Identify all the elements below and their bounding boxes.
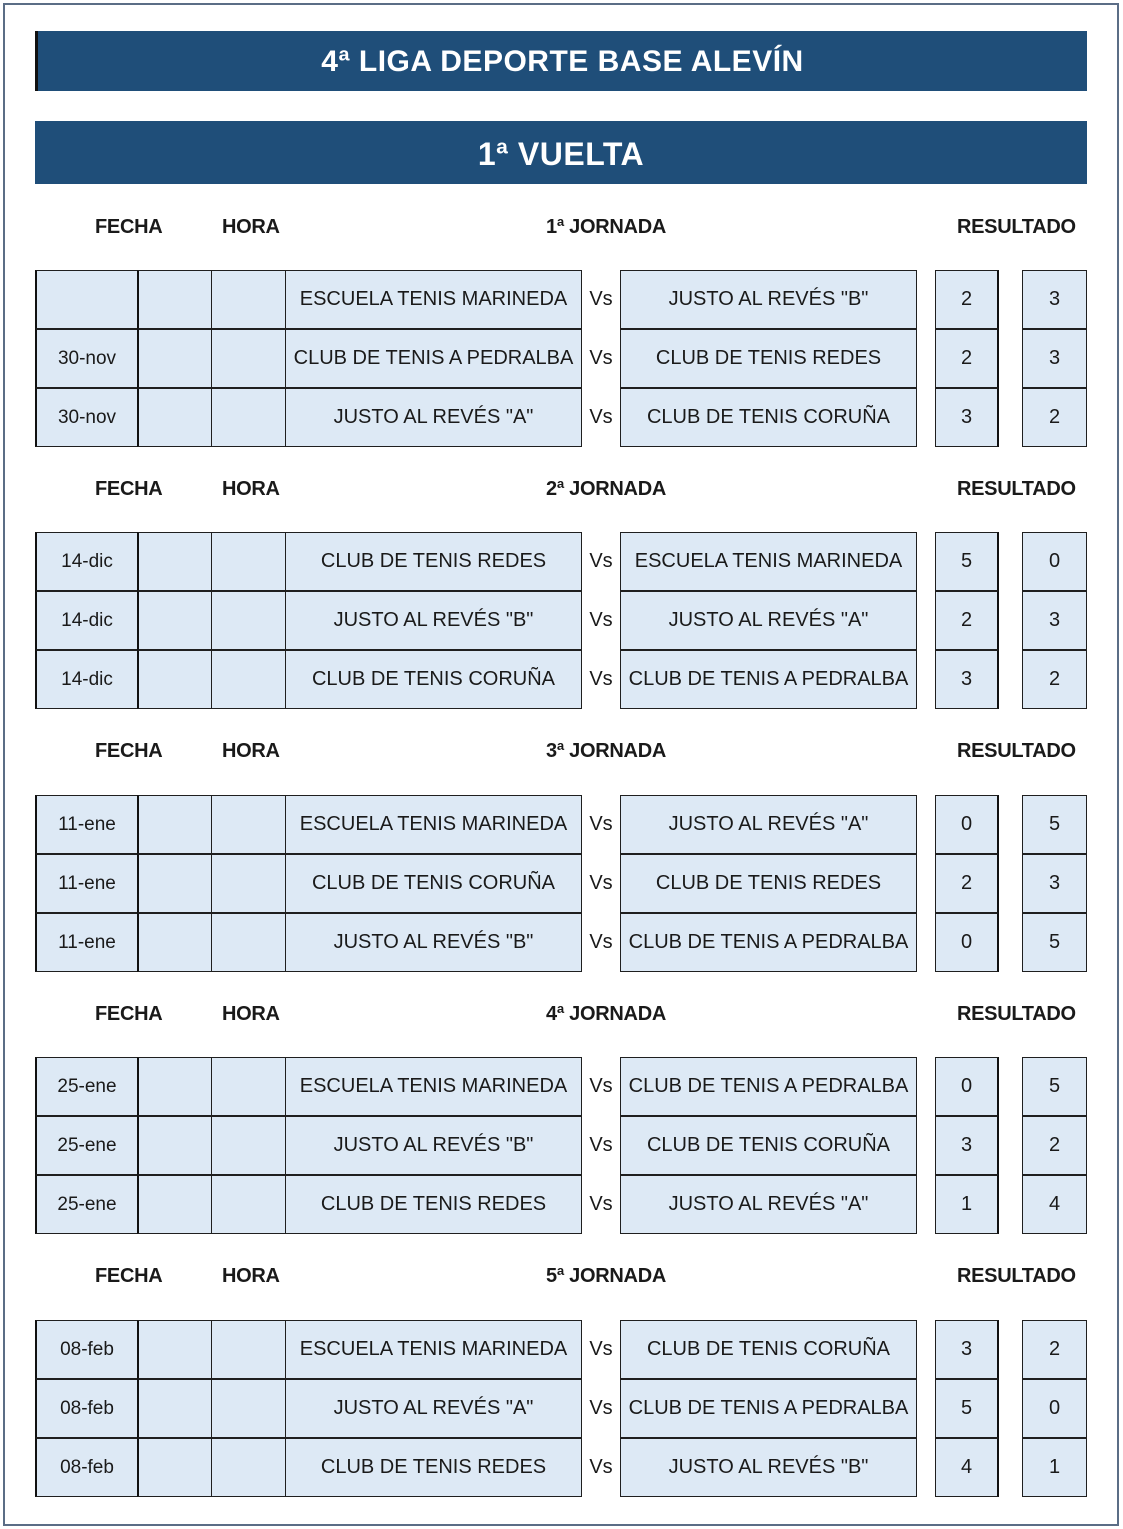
match-date: 08-feb <box>35 1320 138 1379</box>
match-time <box>137 1175 212 1234</box>
match-time-extra <box>211 1175 286 1234</box>
resultado-header: RESULTADO <box>957 478 1076 500</box>
match-date: 08-feb <box>35 1379 138 1438</box>
home-score: 0 <box>935 913 999 972</box>
home-team: ESCUELA TENIS MARINEDA <box>285 1057 582 1116</box>
match-time <box>137 1379 212 1438</box>
vs-label: Vs <box>589 347 613 369</box>
home-team: CLUB DE TENIS A PEDRALBA <box>285 329 582 388</box>
match-time <box>137 591 212 650</box>
match-time-extra <box>211 650 286 709</box>
away-team: CLUB DE TENIS A PEDRALBA <box>620 650 917 709</box>
vs-label: Vs <box>589 406 613 428</box>
match-row <box>35 913 1087 972</box>
vs-label: Vs <box>589 1456 613 1478</box>
match-time <box>137 795 212 854</box>
away-team: CLUB DE TENIS REDES <box>620 854 917 913</box>
jornada-label: 5ª JORNADA <box>546 1265 666 1287</box>
match-date: 11-ene <box>35 854 138 913</box>
match-time <box>137 913 212 972</box>
match-date: 14-dic <box>35 650 138 709</box>
match-time <box>137 532 212 591</box>
match-date: 30-nov <box>35 388 138 447</box>
away-team: ESCUELA TENIS MARINEDA <box>620 532 917 591</box>
home-team: JUSTO AL REVÉS "B" <box>285 1116 582 1175</box>
away-score: 5 <box>1022 795 1087 854</box>
match-row <box>35 1320 1087 1379</box>
match-date: 30-nov <box>35 329 138 388</box>
match-row <box>35 1175 1087 1234</box>
home-score: 3 <box>935 388 999 447</box>
home-score: 2 <box>935 329 999 388</box>
match-time-extra <box>211 854 286 913</box>
match-row <box>35 854 1087 913</box>
home-score: 5 <box>935 1379 999 1438</box>
away-score: 2 <box>1022 1320 1087 1379</box>
away-score: 3 <box>1022 591 1087 650</box>
jornada-label: 4ª JORNADA <box>546 1003 666 1025</box>
match-date: 25-ene <box>35 1057 138 1116</box>
home-score: 4 <box>935 1438 999 1497</box>
league-title: 4ª LIGA DEPORTE BASE ALEVÍN <box>35 31 1087 91</box>
match-time-extra <box>211 388 286 447</box>
match-row <box>35 1438 1087 1497</box>
away-team: CLUB DE TENIS REDES <box>620 329 917 388</box>
jornada-table <box>35 795 1087 972</box>
match-row <box>35 532 1087 591</box>
home-team: CLUB DE TENIS CORUÑA <box>285 854 582 913</box>
match-time <box>137 1116 212 1175</box>
vs-label: Vs <box>589 550 613 572</box>
away-team: CLUB DE TENIS A PEDRALBA <box>620 913 917 972</box>
away-score: 0 <box>1022 1379 1087 1438</box>
match-row <box>35 1057 1087 1116</box>
match-time-extra <box>211 591 286 650</box>
match-time-extra <box>211 1057 286 1116</box>
hora-header: HORA <box>222 740 280 762</box>
home-team: CLUB DE TENIS REDES <box>285 1175 582 1234</box>
vs-label: Vs <box>589 609 613 631</box>
match-row <box>35 795 1087 854</box>
match-date: 11-ene <box>35 795 138 854</box>
jornada-label: 2ª JORNADA <box>546 478 666 500</box>
away-team: CLUB DE TENIS CORUÑA <box>620 1320 917 1379</box>
away-score: 2 <box>1022 650 1087 709</box>
vs-label: Vs <box>589 813 613 835</box>
match-date: 25-ene <box>35 1116 138 1175</box>
match-time-extra <box>211 1320 286 1379</box>
vs-label: Vs <box>589 1193 613 1215</box>
away-score: 5 <box>1022 1057 1087 1116</box>
home-score: 2 <box>935 854 999 913</box>
match-time <box>137 650 212 709</box>
fecha-header: FECHA <box>95 478 163 500</box>
away-team: JUSTO AL REVÉS "A" <box>620 795 917 854</box>
vs-label: Vs <box>589 1134 613 1156</box>
home-team: JUSTO AL REVÉS "B" <box>285 591 582 650</box>
home-team: ESCUELA TENIS MARINEDA <box>285 270 582 329</box>
home-score: 3 <box>935 1116 999 1175</box>
fecha-header: FECHA <box>95 1003 163 1025</box>
hora-header: HORA <box>222 478 280 500</box>
resultado-header: RESULTADO <box>957 740 1076 762</box>
home-team: CLUB DE TENIS REDES <box>285 1438 582 1497</box>
hora-header: HORA <box>222 216 280 238</box>
home-score: 2 <box>935 591 999 650</box>
home-team: ESCUELA TENIS MARINEDA <box>285 795 582 854</box>
away-score: 0 <box>1022 532 1087 591</box>
away-score: 1 <box>1022 1438 1087 1497</box>
jornada-table <box>35 532 1087 709</box>
match-row <box>35 591 1087 650</box>
away-score: 3 <box>1022 854 1087 913</box>
match-date: 25-ene <box>35 1175 138 1234</box>
home-score: 0 <box>935 1057 999 1116</box>
match-time-extra <box>211 1438 286 1497</box>
vs-label: Vs <box>589 872 613 894</box>
match-date <box>35 270 138 329</box>
vs-label: Vs <box>589 1397 613 1419</box>
hora-header: HORA <box>222 1265 280 1287</box>
jornada-table <box>35 1320 1087 1497</box>
jornada-label: 1ª JORNADA <box>546 216 666 238</box>
jornada-table <box>35 270 1087 447</box>
away-score: 2 <box>1022 1116 1087 1175</box>
round-title: 1ª VUELTA <box>35 121 1087 184</box>
home-team: CLUB DE TENIS CORUÑA <box>285 650 582 709</box>
away-score: 4 <box>1022 1175 1087 1234</box>
match-date: 08-feb <box>35 1438 138 1497</box>
home-score: 1 <box>935 1175 999 1234</box>
vs-label: Vs <box>589 668 613 690</box>
match-time-extra <box>211 795 286 854</box>
home-team: CLUB DE TENIS REDES <box>285 532 582 591</box>
hora-header: HORA <box>222 1003 280 1025</box>
match-time-extra <box>211 532 286 591</box>
away-team: CLUB DE TENIS A PEDRALBA <box>620 1379 917 1438</box>
home-team: ESCUELA TENIS MARINEDA <box>285 1320 582 1379</box>
jornada-label: 3ª JORNADA <box>546 740 666 762</box>
match-row <box>35 388 1087 447</box>
match-row <box>35 329 1087 388</box>
resultado-header: RESULTADO <box>957 1265 1076 1287</box>
match-time-extra <box>211 1116 286 1175</box>
match-time-extra <box>211 913 286 972</box>
match-time <box>137 270 212 329</box>
away-team: JUSTO AL REVÉS "A" <box>620 1175 917 1234</box>
away-team: CLUB DE TENIS CORUÑA <box>620 1116 917 1175</box>
match-time-extra <box>211 270 286 329</box>
match-row <box>35 270 1087 329</box>
away-score: 5 <box>1022 913 1087 972</box>
away-score: 2 <box>1022 388 1087 447</box>
match-time-extra <box>211 329 286 388</box>
match-time <box>137 1438 212 1497</box>
home-score: 3 <box>935 650 999 709</box>
resultado-header: RESULTADO <box>957 216 1076 238</box>
home-score: 3 <box>935 1320 999 1379</box>
vs-label: Vs <box>589 931 613 953</box>
match-time <box>137 1320 212 1379</box>
vs-label: Vs <box>589 1338 613 1360</box>
match-row <box>35 1116 1087 1175</box>
away-score: 3 <box>1022 270 1087 329</box>
away-team: JUSTO AL REVÉS "B" <box>620 270 917 329</box>
away-team: JUSTO AL REVÉS "B" <box>620 1438 917 1497</box>
match-row <box>35 650 1087 709</box>
home-team: JUSTO AL REVÉS "A" <box>285 1379 582 1438</box>
match-time <box>137 388 212 447</box>
jornada-table <box>35 1057 1087 1234</box>
fecha-header: FECHA <box>95 216 163 238</box>
fecha-header: FECHA <box>95 740 163 762</box>
match-row <box>35 1379 1087 1438</box>
match-time <box>137 329 212 388</box>
home-score: 0 <box>935 795 999 854</box>
match-date: 14-dic <box>35 591 138 650</box>
match-time <box>137 854 212 913</box>
match-time <box>137 1057 212 1116</box>
fecha-header: FECHA <box>95 1265 163 1287</box>
home-team: JUSTO AL REVÉS "A" <box>285 388 582 447</box>
home-score: 2 <box>935 270 999 329</box>
home-score: 5 <box>935 532 999 591</box>
away-team: CLUB DE TENIS CORUÑA <box>620 388 917 447</box>
vs-label: Vs <box>589 1075 613 1097</box>
home-team: JUSTO AL REVÉS "B" <box>285 913 582 972</box>
match-date: 11-ene <box>35 913 138 972</box>
match-time-extra <box>211 1379 286 1438</box>
resultado-header: RESULTADO <box>957 1003 1076 1025</box>
vs-label: Vs <box>589 288 613 310</box>
away-team: CLUB DE TENIS A PEDRALBA <box>620 1057 917 1116</box>
away-team: JUSTO AL REVÉS "A" <box>620 591 917 650</box>
match-date: 14-dic <box>35 532 138 591</box>
away-score: 3 <box>1022 329 1087 388</box>
